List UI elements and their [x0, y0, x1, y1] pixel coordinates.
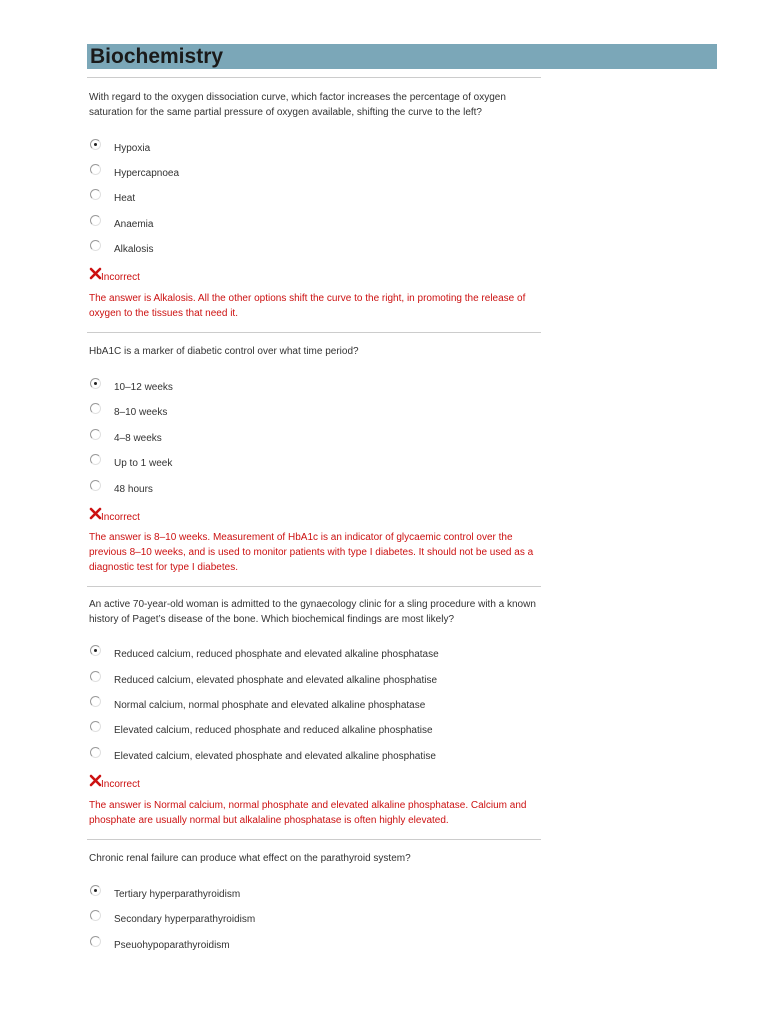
question-2-feedback: The answer is 8–10 weeks. Measurement of HbA1c is an indicator of glycaemic control over the previous 8–10 weeks, and is used to monitor patients with type I diabetes. It should not be used as a diagnostic test for type I diabetes. [89, 532, 534, 573]
divider [87, 332, 541, 333]
option-label: 8–10 weeks [114, 407, 168, 418]
result-status [89, 269, 140, 283]
radio-button[interactable] [90, 215, 101, 226]
question-4-option-1[interactable] [89, 885, 541, 905]
option-label: Tertiary hyperparathyroidism [114, 889, 241, 900]
question-4-option-2[interactable] [89, 910, 541, 930]
radio-button-selected[interactable] [90, 139, 101, 150]
option-label: Hypoxia [114, 143, 151, 154]
option-label: 48 hours [114, 484, 153, 495]
radio-button[interactable] [90, 910, 101, 921]
status-label: Incorrect [101, 512, 140, 523]
option-label: Reduced calcium, elevated phosphate and elevated alkaline phosphatise [114, 675, 438, 686]
question-3-option-1[interactable] [89, 645, 541, 665]
question-1-option-5[interactable] [89, 240, 541, 260]
question-2-option-1[interactable] [89, 378, 541, 398]
divider [87, 839, 541, 840]
option-label: Elevated calcium, reduced phosphate and reduced alkaline phosphatise [114, 725, 433, 736]
question-3-option-2[interactable] [89, 671, 541, 691]
radio-button[interactable] [90, 480, 101, 491]
cross-icon [89, 509, 101, 521]
status-label: Incorrect [101, 272, 140, 283]
question-1-text: With regard to the oxygen dissociation curve, which factor increases the percentage of oxygen saturation for the same partial pressure of oxygen available, shifting the curve to the left? [89, 92, 506, 118]
radio-button[interactable] [90, 721, 101, 732]
question-3-option-5[interactable] [89, 747, 541, 767]
option-label: Heat [114, 193, 136, 204]
option-label: Reduced calcium, reduced phosphate and elevated alkaline phosphatase [114, 649, 439, 660]
question-3-text: An active 70-year-old woman is admitted to the gynaecology clinic for a sling procedure with a known history of Paget’s disease of the bone. Which biochemical findings are most likely? [89, 599, 536, 625]
question-2-option-2[interactable] [89, 403, 541, 423]
question-4-option-3[interactable] [89, 936, 541, 956]
question-2-option-3[interactable] [89, 429, 541, 449]
radio-button[interactable] [90, 403, 101, 414]
radio-button-selected[interactable] [90, 645, 101, 656]
result-status [89, 776, 140, 790]
option-label: Secondary hyperparathyroidism [114, 914, 256, 925]
result-status [89, 509, 140, 523]
radio-button[interactable] [90, 936, 101, 947]
question-2-text: HbA1C is a marker of diabetic control over what time period? [89, 346, 359, 357]
question-1-feedback: The answer is Alkalosis. All the other options shift the curve to the right, in promoting the release of oxygen to the tissues that need it. [89, 293, 526, 319]
page-title: Biochemistry [90, 45, 224, 68]
option-label: Normal calcium, normal phosphate and elevated alkaline phosphatase [114, 700, 426, 711]
radio-button[interactable] [90, 189, 101, 200]
radio-button[interactable] [90, 240, 101, 251]
radio-button[interactable] [90, 671, 101, 682]
radio-button[interactable] [90, 164, 101, 175]
question-2-option-4[interactable] [89, 454, 541, 474]
question-3-feedback: The answer is Normal calcium, normal phosphate and elevated alkaline phosphatase. Calcium and phosphate are usually normal but alkalaline phosphatase is often highly elevated. [89, 800, 527, 826]
question-1-option-2[interactable] [89, 164, 541, 184]
question-3-option-3[interactable] [89, 696, 541, 716]
title-bar [87, 44, 717, 69]
question-2-option-5[interactable] [89, 480, 541, 500]
option-label: Hypercapnoea [114, 168, 180, 179]
radio-button[interactable] [90, 747, 101, 758]
divider [87, 586, 541, 587]
radio-button[interactable] [90, 454, 101, 465]
radio-button[interactable] [90, 429, 101, 440]
cross-icon [89, 269, 101, 281]
status-label: Incorrect [101, 779, 140, 790]
radio-button[interactable] [90, 696, 101, 707]
option-label: 4–8 weeks [114, 433, 162, 444]
option-label: 10–12 weeks [114, 382, 173, 393]
option-label: Elevated calcium, elevated phosphate and elevated alkaline phosphatise [114, 751, 436, 762]
question-3-option-4[interactable] [89, 721, 541, 741]
option-label: Up to 1 week [114, 458, 173, 469]
question-1-option-3[interactable] [89, 189, 541, 209]
cross-icon [89, 776, 101, 788]
radio-button-selected[interactable] [90, 378, 101, 389]
option-label: Anaemia [114, 219, 154, 230]
question-4-text: Chronic renal failure can produce what effect on the parathyroid system? [89, 853, 411, 864]
question-1-option-1[interactable] [89, 139, 541, 159]
option-label: Pseuohypoparathyroidism [114, 940, 230, 951]
question-1-option-4[interactable] [89, 215, 541, 235]
divider [87, 77, 541, 78]
radio-button-selected[interactable] [90, 885, 101, 896]
option-label: Alkalosis [114, 244, 154, 255]
